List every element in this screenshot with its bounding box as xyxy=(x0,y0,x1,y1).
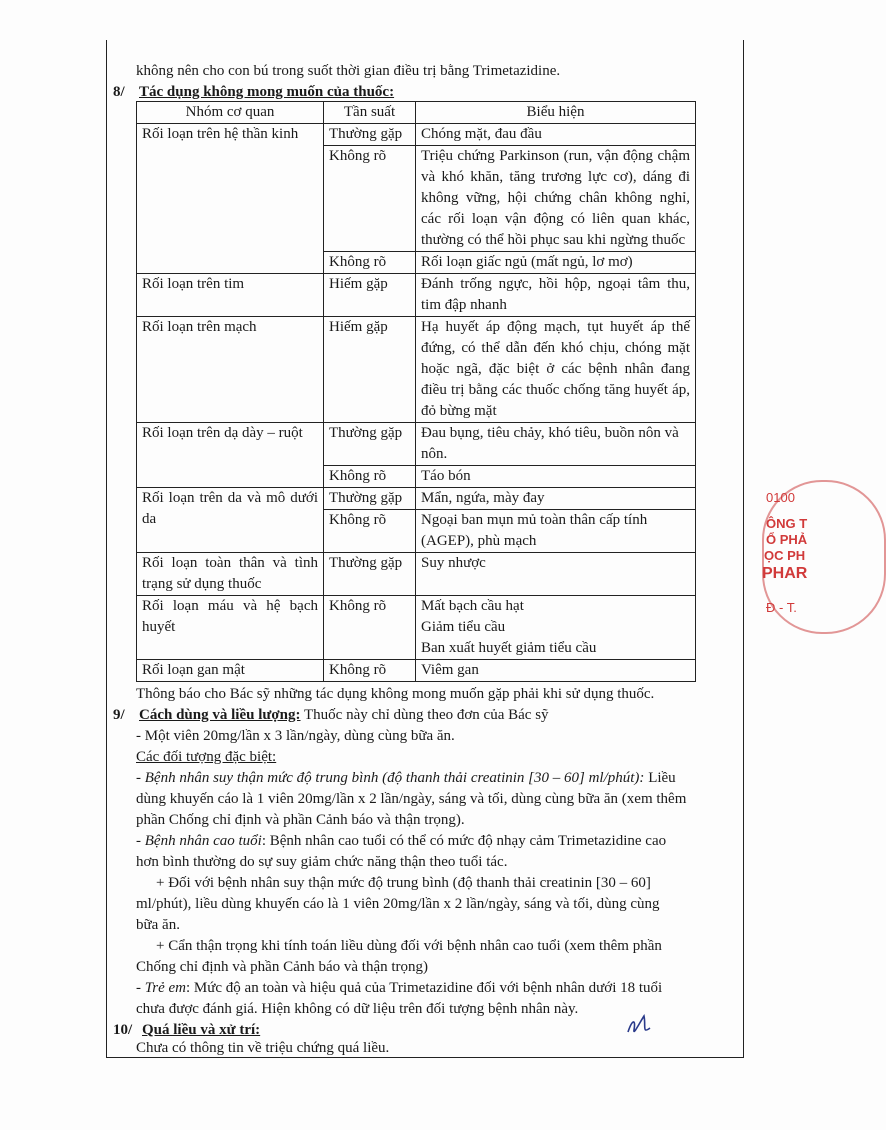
organ-group-cell: Rối loạn trên da và mô dưới da xyxy=(137,488,324,553)
manifestation-cell: Hạ huyết áp động mạch, tụt huyết áp thế đứng, có thể dẫn đến khó chịu, chóng mặt hoặc ngã, đặc biệt ở các bệnh nhân đang điều trị bằng các thuốc chống tăng huyết áp, đỏ bừng mặt xyxy=(416,317,696,423)
renal-line-2: dùng khuyến cáo là 1 viên 20mg/lần x 2 lần/ngày, sáng và tối, dùng cùng bữa ăn (xem thêm xyxy=(136,791,687,807)
manifestation-cell: Chóng mặt, đau đầu xyxy=(416,124,696,146)
frequency-cell: Không rõ xyxy=(324,146,416,252)
manifestation-cell: Đau bụng, tiêu chảy, khó tiêu, buồn nôn và nôn. xyxy=(416,423,696,466)
manifestation-cell: Táo bón xyxy=(416,466,696,488)
organ-group-cell: Rối loạn trên dạ dày – ruột xyxy=(137,423,324,488)
section-9-number: 9/ xyxy=(113,707,125,723)
section-10-text: Chưa có thông tin về triệu chứng quá liều. xyxy=(136,1040,390,1056)
section-9-title-rest: Thuốc này chỉ dùng theo đơn của Bác sỹ xyxy=(304,707,549,723)
stamp-line: ỌC PH xyxy=(764,548,806,563)
bullet-dash: - xyxy=(136,980,145,996)
manifestation-cell: Triệu chứng Parkinson (run, vận động chậm và khó khăn, tăng trương lực cơ), dáng đi không vững, hội chứng chân không nghỉ, các rối loạn vận động có liên quan khác, thường có thể hồi phục sau khi ngừng thuốc xyxy=(416,146,696,252)
elderly-sub1-line-2: ml/phút), liều dùng khuyến cáo là 1 viên 20mg/lần x 2 lần/ngày, sáng và tối, dùng cùng xyxy=(136,896,660,912)
table-row xyxy=(137,596,696,660)
elderly-sub1-line-3: bữa ăn. xyxy=(136,917,180,933)
section-9-heading xyxy=(139,705,549,725)
elderly-sub1-line-1: + Đối với bệnh nhân suy thận mức độ trung bình (độ thanh thải creatinin [30 – 60] xyxy=(156,875,651,891)
organ-group-cell: Rối loạn máu và hệ bạch huyết xyxy=(137,596,324,660)
section-9-title: Cách dùng và liều lượng: xyxy=(139,707,301,723)
organ-group-cell: Rối loạn trên tim xyxy=(137,274,324,317)
stamp-line: Ổ PHẢ xyxy=(766,532,808,547)
stamp-line: ÔNG T xyxy=(766,516,808,531)
elderly-label: Bệnh nhân cao tuổi xyxy=(144,833,262,849)
section-10-number: 10/ xyxy=(113,1022,133,1038)
header-frequency: Tần suất xyxy=(324,102,416,124)
renal-line-1-rest: Liều xyxy=(644,770,676,786)
frequency-cell: Không rõ xyxy=(324,660,416,682)
renal-line-3: phần Chống chỉ định và phần Cảnh báo và thận trọng). xyxy=(136,812,465,828)
table-row xyxy=(137,317,696,423)
stamp-line: Ð - T. xyxy=(766,600,797,615)
children-line-1 xyxy=(136,978,662,998)
table-row xyxy=(137,660,696,682)
manifestation-cell: Viêm gan xyxy=(416,660,696,682)
intro-line: không nên cho con bú trong suốt thời gian điều trị bằng Trimetazidine. xyxy=(136,63,561,79)
organ-group-cell: Rối loạn trên hệ thần kinh xyxy=(137,124,324,274)
frequency-cell: Không rõ xyxy=(324,510,416,553)
children-line-1-rest: : Mức độ an toàn và hiệu quả của Trimetazidine đối với bệnh nhân dưới 18 tuổi xyxy=(186,980,663,996)
manifestation-cell: Mẩn, ngứa, mày đay xyxy=(416,488,696,510)
manifestation-line: Ban xuất huyết giảm tiểu cầu xyxy=(421,640,597,656)
organ-group-cell: Rối loạn gan mật xyxy=(137,660,324,682)
frequency-cell: Thường gặp xyxy=(324,423,416,466)
frequency-cell: Thường gặp xyxy=(324,553,416,596)
signature-scribble-icon xyxy=(624,1012,654,1040)
renal-line-1 xyxy=(136,768,740,788)
section-10-title: Quá liều và xử trí: xyxy=(142,1022,261,1038)
table-row xyxy=(137,124,696,146)
elderly-sub2-line-1: + Cẩn thận trọng khi tính toán liều dùng đối với bệnh nhân cao tuổi (xem thêm phần xyxy=(156,938,662,954)
frequency-cell: Thường gặp xyxy=(324,488,416,510)
children-label: Trẻ em xyxy=(144,980,186,996)
manifestation-cell: Suy nhược xyxy=(416,553,696,596)
frequency-cell: Không rõ xyxy=(324,596,416,660)
adverse-effects-table xyxy=(136,101,696,682)
company-stamp xyxy=(754,480,814,630)
header-manifestation: Biểu hiện xyxy=(416,102,696,124)
frequency-cell: Hiếm gặp xyxy=(324,274,416,317)
stamp-line: 0100 xyxy=(766,490,795,505)
elderly-line-2: hơn bình thường do sự suy giảm chức năng thận theo tuổi tác. xyxy=(136,854,508,870)
children-line-2: chưa được đánh giá. Hiện không có dữ liệu trên đối tượng bệnh nhân này. xyxy=(136,1001,579,1017)
bullet-dash: - xyxy=(136,833,145,849)
table-header-row xyxy=(137,102,696,124)
renal-impairment-label: Bệnh nhân suy thận mức độ trung bình (độ thanh thải creatinin [30 – 60] ml/phút): xyxy=(144,770,645,786)
manifestation-line: Mất bạch cầu hạt xyxy=(421,598,524,614)
elderly-line-1 xyxy=(136,831,666,851)
section-8-note: Thông báo cho Bác sỹ những tác dụng không mong muốn gặp phải khi sử dụng thuốc. xyxy=(136,686,655,702)
manifestation-cell xyxy=(416,596,696,660)
initials-signature xyxy=(624,1012,654,1044)
manifestation-line: Giảm tiểu cầu xyxy=(421,619,506,635)
frequency-cell: Hiếm gặp xyxy=(324,317,416,423)
section-8-number: 8/ xyxy=(113,84,125,100)
elderly-line-1-rest: : Bệnh nhân cao tuổi có thể có mức độ nhạy cảm Trimetazidine cao xyxy=(261,833,667,849)
table-row xyxy=(137,274,696,317)
standard-dose: - Một viên 20mg/lần x 3 lần/ngày, dùng cùng bữa ăn. xyxy=(136,728,455,744)
organ-group-cell: Rối loạn trên mạch xyxy=(137,317,324,423)
manifestation-cell: Đánh trống ngực, hồi hộp, ngoại tâm thu, tim đập nhanh xyxy=(416,274,696,317)
header-organ-group: Nhóm cơ quan xyxy=(137,102,324,124)
manifestation-cell: Rối loạn giấc ngủ (mất ngủ, lơ mơ) xyxy=(416,252,696,274)
elderly-sub2-line-2: Chống chỉ định và phần Cảnh báo và thận trọng) xyxy=(136,959,429,975)
table-row xyxy=(137,423,696,466)
frequency-cell: Thường gặp xyxy=(324,124,416,146)
special-groups-heading: Các đối tượng đặc biệt: xyxy=(136,749,277,765)
table-row xyxy=(137,488,696,510)
stamp-line: PHAR xyxy=(762,565,808,582)
frequency-cell: Không rõ xyxy=(324,466,416,488)
organ-group-cell: Rối loạn toàn thân và tình trạng sử dụng thuốc xyxy=(137,553,324,596)
bullet-dash: - xyxy=(136,770,145,786)
table-row xyxy=(137,553,696,596)
section-8-title: Tác dụng không mong muốn của thuốc: xyxy=(139,84,395,100)
manifestation-cell: Ngoại ban mụn mủ toàn thân cấp tính (AGEP), phù mạch xyxy=(416,510,696,553)
frequency-cell: Không rõ xyxy=(324,252,416,274)
